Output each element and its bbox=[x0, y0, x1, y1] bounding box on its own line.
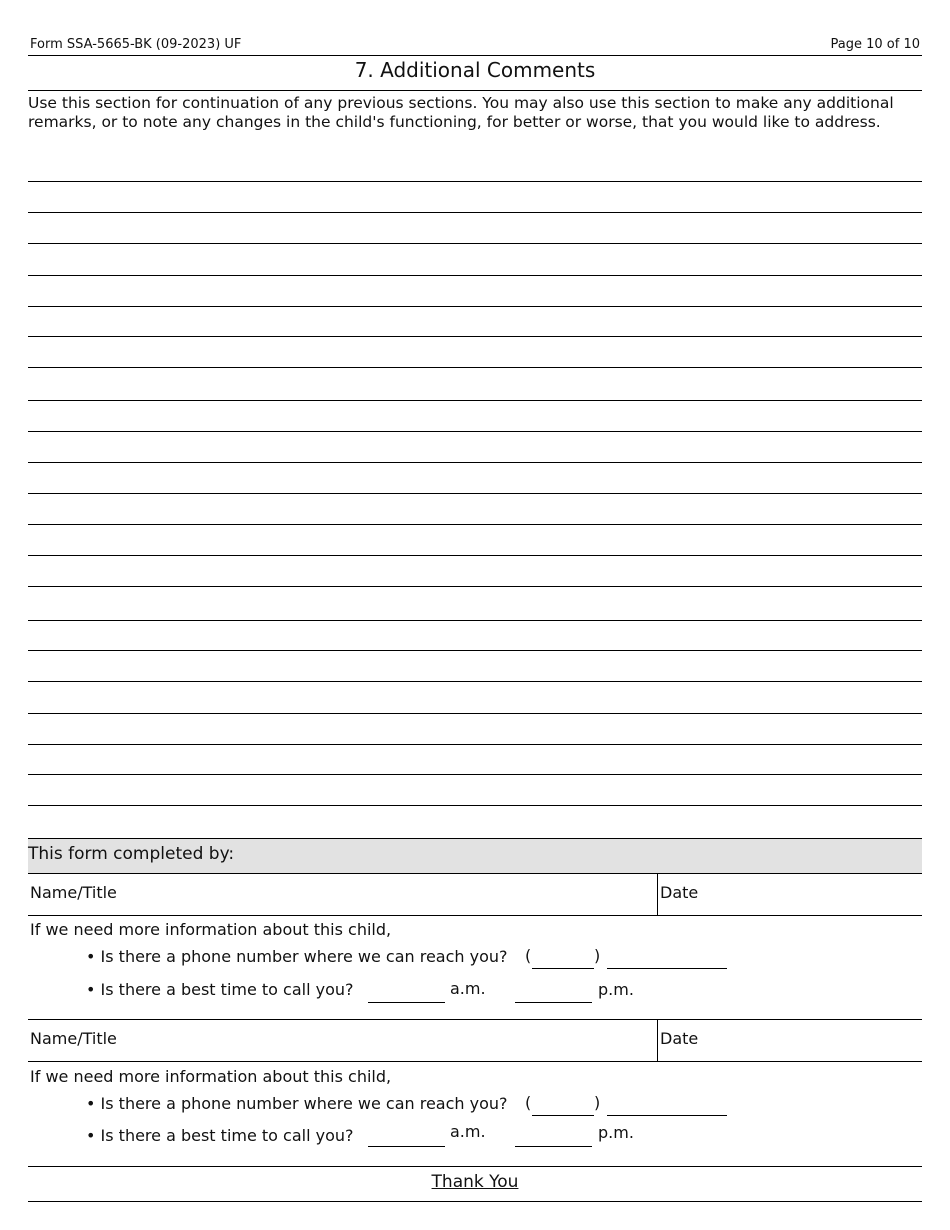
comment-line[interactable] bbox=[28, 336, 922, 337]
comment-line[interactable] bbox=[28, 306, 922, 307]
am-time-field[interactable] bbox=[368, 1002, 445, 1003]
time-question: • Is there a best time to call you? bbox=[86, 980, 354, 999]
area-code-field[interactable] bbox=[532, 968, 594, 969]
comment-line[interactable] bbox=[28, 243, 922, 244]
page-number: Page 10 of 10 bbox=[830, 37, 920, 52]
comment-line[interactable] bbox=[28, 275, 922, 276]
phone-number-field[interactable] bbox=[607, 1115, 727, 1116]
pm-label: p.m. bbox=[598, 1123, 634, 1142]
phone-number-field[interactable] bbox=[607, 968, 727, 969]
area-code-open-paren: ( bbox=[525, 946, 532, 965]
comment-line[interactable] bbox=[28, 681, 922, 682]
area-code-close-paren: ) bbox=[594, 946, 601, 965]
area-code-open-paren: ( bbox=[525, 1093, 532, 1112]
phone-question: • Is there a phone number where we can reach you? bbox=[86, 1094, 508, 1113]
contact-intro: If we need more information about this child, bbox=[30, 1067, 392, 1086]
area-code-field[interactable] bbox=[532, 1115, 594, 1116]
time-question: • Is there a best time to call you? bbox=[86, 1126, 354, 1145]
form-id: Form SSA-5665-BK (09-2023) UF bbox=[30, 37, 242, 52]
header-rule bbox=[28, 55, 922, 56]
thank-you-text: Thank You bbox=[431, 1172, 519, 1192]
comment-line[interactable] bbox=[28, 524, 922, 525]
pm-time-field[interactable] bbox=[515, 1146, 592, 1147]
footer-rule-top bbox=[28, 1166, 922, 1167]
comment-line[interactable] bbox=[28, 586, 922, 587]
comment-line[interactable] bbox=[28, 805, 922, 806]
comment-line[interactable] bbox=[28, 774, 922, 775]
comment-line[interactable] bbox=[28, 493, 922, 494]
name-date-row bbox=[28, 874, 922, 916]
comment-line[interactable] bbox=[28, 555, 922, 556]
pm-label: p.m. bbox=[598, 980, 634, 999]
comment-line[interactable] bbox=[28, 620, 922, 621]
comment-line[interactable] bbox=[28, 400, 922, 401]
phone-question: • Is there a phone number where we can reach you? bbox=[86, 947, 508, 966]
comment-line[interactable] bbox=[28, 367, 922, 368]
pm-time-field[interactable] bbox=[515, 1002, 592, 1003]
am-label: a.m. bbox=[450, 979, 486, 998]
am-label: a.m. bbox=[450, 1122, 486, 1141]
name-date-row bbox=[28, 1020, 922, 1062]
name-title-field[interactable]: Name/Title bbox=[30, 883, 117, 902]
area-code-close-paren: ) bbox=[594, 1093, 601, 1112]
comment-line[interactable] bbox=[28, 181, 922, 182]
comment-line[interactable] bbox=[28, 212, 922, 213]
title-rule bbox=[28, 90, 922, 91]
comment-line[interactable] bbox=[28, 713, 922, 714]
comment-line[interactable] bbox=[28, 650, 922, 651]
section-title: 7. Additional Comments bbox=[354, 58, 596, 82]
date-field[interactable]: Date bbox=[660, 883, 699, 902]
date-field[interactable]: Date bbox=[660, 1029, 699, 1048]
comment-line[interactable] bbox=[28, 462, 922, 463]
section-instructions: Use this section for continuation of any previous sections. You may also use this section to make any additional remarks, or to note any changes in the child's functioning, for better or worse, that you would like to address. bbox=[28, 94, 894, 131]
am-time-field[interactable] bbox=[368, 1146, 445, 1147]
column-divider bbox=[657, 1020, 658, 1061]
comment-line[interactable] bbox=[28, 431, 922, 432]
completed-by-heading: This form completed by: bbox=[28, 838, 922, 874]
form-header bbox=[30, 37, 922, 55]
column-divider bbox=[657, 874, 658, 915]
contact-intro: If we need more information about this child, bbox=[30, 920, 392, 939]
comment-line[interactable] bbox=[28, 744, 922, 745]
name-title-field[interactable]: Name/Title bbox=[30, 1029, 117, 1048]
footer-rule-bottom bbox=[28, 1201, 922, 1202]
